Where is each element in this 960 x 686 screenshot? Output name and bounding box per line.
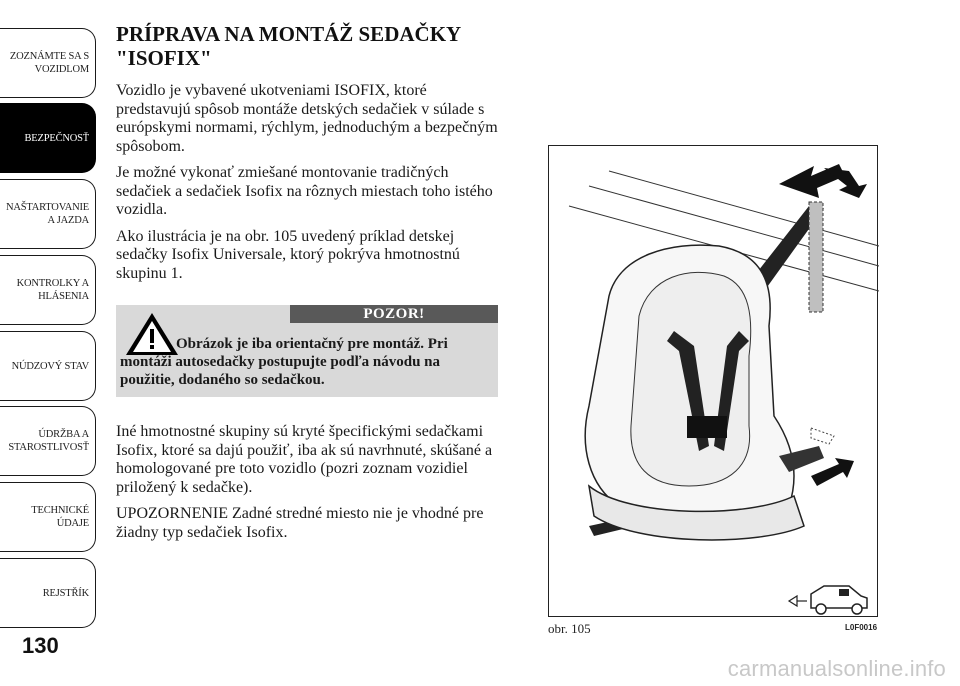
- tab-label: BEZPEČNOSŤ: [24, 132, 89, 144]
- harness-buckle: [687, 416, 727, 438]
- car-orientation-icon: [789, 586, 867, 614]
- tab-label: REJSTŘÍK: [42, 587, 89, 599]
- headrest-strap: [809, 202, 823, 312]
- tab-bezpecnost[interactable]: [0, 103, 96, 173]
- warning-text: Obrázok je iba orientačný pre montáž. Pri montáži autosedačky postupujte podľa návodu na použitie, dodaného so sedačkou.: [120, 336, 448, 388]
- figure-105: [548, 145, 878, 617]
- main-content: [116, 22, 501, 542]
- warning-box: [116, 305, 498, 397]
- paragraph: Ako ilustrácia je na obr. 105 uvedený príklad detskej sedačky Isofix Universale, ktorý pokrýva hmotnostnú skupinu 1.: [116, 227, 460, 282]
- chapter-sidebar: [0, 0, 100, 640]
- paragraph: Je možné vykonať zmiešané montovanie tradičných sedačiek a sedačiek Isofix na rôznych miestach toho istého vozidla.: [116, 164, 493, 218]
- tab-udrzba-a-starostlivost[interactable]: [0, 406, 96, 476]
- tab-nastartovanie-a-jazda[interactable]: [0, 179, 96, 249]
- child-seat-illustration: [549, 146, 879, 618]
- watermark: carmanualsonline.info: [727, 656, 946, 681]
- figure-caption: obr. 105: [548, 621, 591, 636]
- paragraph: UPOZORNENIE Zadné stredné miesto nie je vhodné pre žiadny typ sedačiek Isofix.: [116, 505, 484, 541]
- tab-label: NÚDZOVÝ STAV: [11, 360, 89, 372]
- page-number: 130: [22, 633, 59, 658]
- tab-label: NAŠTARTOVANIE A JAZDA: [5, 202, 89, 226]
- tab-label: KONTROLKY A HLÁSENIA: [16, 278, 89, 302]
- tab-zoznamte-sa-s-vozidlom[interactable]: [0, 28, 96, 98]
- arrow-icon: [779, 164, 845, 198]
- section-heading: PRÍPRAVA NA MONTÁŽ SEDAČKY "ISOFIX": [116, 22, 462, 70]
- tab-nudzovy-stav[interactable]: [0, 331, 96, 401]
- paragraph: Vozidlo je vybavené ukotveniami ISOFIX, ktoré predstavujú spôsob montáže detských sedačiek v súlade s európskymi normami, rýchlym, jednoduchým a bezpečným spôsobom.: [116, 82, 498, 155]
- tab-technicke-udaje[interactable]: [0, 482, 96, 552]
- tab-label: ZOZNÁMTE SA S VOZIDLOM: [9, 51, 89, 75]
- tab-label: ÚDRŽBA A STAROSTLIVOSŤ: [8, 429, 89, 453]
- tab-label: TECHNICKÉ ÚDAJE: [31, 505, 89, 529]
- arrow-icon: [811, 458, 854, 486]
- arrow-icon: [824, 168, 867, 198]
- warning-title: POZOR!: [290, 305, 498, 323]
- figure-code: L0F0016: [845, 623, 878, 632]
- tab-kontrolky-a-hlasenia[interactable]: [0, 255, 96, 325]
- tab-rejstrik[interactable]: [0, 558, 96, 628]
- paragraph: Iné hmotnostné skupiny sú kryté špecifickými sedačkami Isofix, ktoré sa dajú použiť, iba ak sú navrhnuté, skúšané a homologované pre toto vozidlo (pozri zoznam vozidiel priložený k sedačke).: [116, 423, 493, 496]
